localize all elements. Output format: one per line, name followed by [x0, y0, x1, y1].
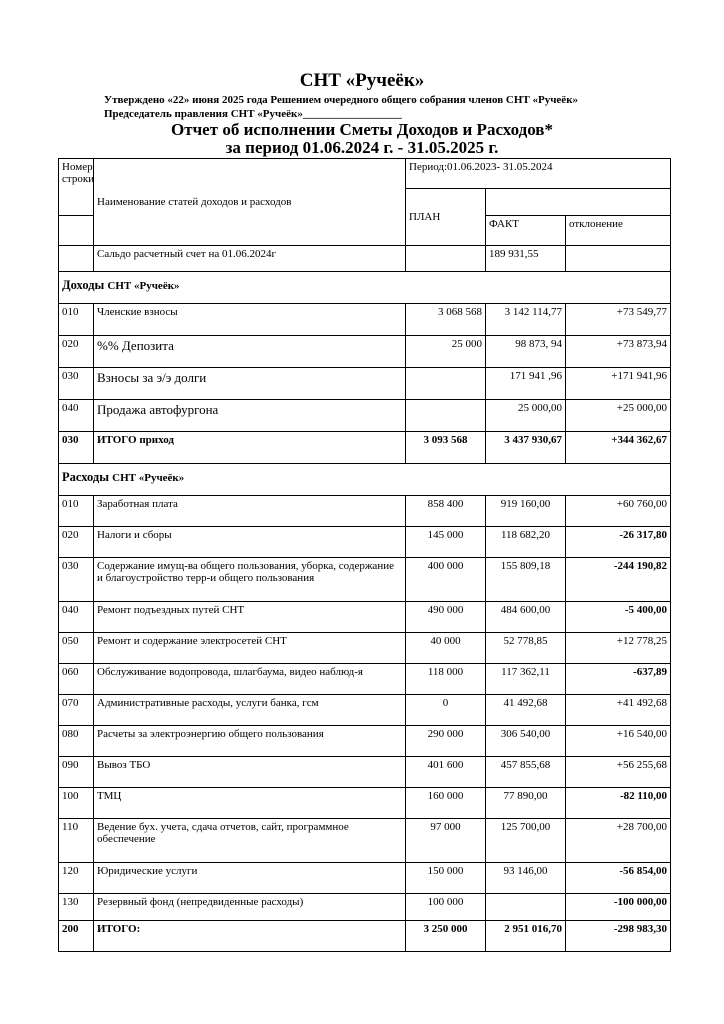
row-fact: 125 700,00	[486, 819, 566, 863]
expense-row	[59, 819, 671, 863]
income-row	[59, 336, 671, 368]
header-deviation: отклонение	[566, 216, 671, 246]
row-num: 070	[59, 695, 94, 726]
row-deviation: -56 854,00	[566, 863, 671, 894]
row-num: 090	[59, 757, 94, 788]
chairman-signature-line: Председатель правления СНТ «Ручеёк»__________________	[104, 108, 402, 120]
row-fact: 3 437 930,67	[486, 432, 566, 464]
income-section-row	[59, 272, 671, 304]
row-name: Взносы за э/э долги	[94, 368, 406, 400]
row-fact: 171 941 ,96	[486, 368, 566, 400]
row-fact: 41 492,68	[486, 695, 566, 726]
row-fact: 3 142 114,77	[486, 304, 566, 336]
row-num: 120	[59, 863, 94, 894]
header-num: Номер строки	[59, 159, 94, 216]
header-blank	[486, 189, 671, 216]
row-deviation: +60 760,00	[566, 496, 671, 527]
row-deviation: +41 492,68	[566, 695, 671, 726]
row-fact: 155 809,18	[486, 558, 566, 602]
row-deviation: +25 000,00	[566, 400, 671, 432]
expense-row	[59, 695, 671, 726]
saldo-num	[59, 246, 94, 272]
row-num: 030	[59, 368, 94, 400]
row-num: 200	[59, 921, 94, 952]
row-plan: 3 093 568	[406, 432, 486, 464]
saldo-row	[59, 246, 671, 272]
row-plan: 3 068 568	[406, 304, 486, 336]
row-plan	[406, 368, 486, 400]
row-deviation: +16 540,00	[566, 726, 671, 757]
row-plan: 118 000	[406, 664, 486, 695]
row-num: 030	[59, 558, 94, 602]
header-plan: ПЛАН	[406, 189, 486, 246]
row-fact: 25 000,00	[486, 400, 566, 432]
document-title: СНТ «Ручеёк»	[299, 70, 425, 91]
row-deviation: +12 778,25	[566, 633, 671, 664]
row-num: 060	[59, 664, 94, 695]
income-section-heading	[59, 272, 671, 304]
header-num-blank	[59, 216, 94, 246]
row-deviation: -82 110,00	[566, 788, 671, 819]
row-fact: 2 951 016,70	[486, 921, 566, 952]
row-plan: 858 400	[406, 496, 486, 527]
row-plan: 145 000	[406, 527, 486, 558]
row-plan: 160 000	[406, 788, 486, 819]
income-row	[59, 368, 671, 400]
row-plan: 100 000	[406, 894, 486, 921]
expense-row	[59, 894, 671, 921]
row-num: 110	[59, 819, 94, 863]
row-plan	[406, 400, 486, 432]
row-num: 020	[59, 336, 94, 368]
row-num: 010	[59, 496, 94, 527]
expense-row	[59, 664, 671, 695]
expense-row	[59, 602, 671, 633]
row-num: 080	[59, 726, 94, 757]
row-fact: 117 362,11	[486, 664, 566, 695]
row-plan: 40 000	[406, 633, 486, 664]
row-num: 010	[59, 304, 94, 336]
row-plan: 400 000	[406, 558, 486, 602]
expense-total-row	[59, 921, 671, 952]
row-deviation: -26 317,80	[566, 527, 671, 558]
row-plan: 0	[406, 695, 486, 726]
row-fact: 98 873, 94	[486, 336, 566, 368]
row-num: 020	[59, 527, 94, 558]
row-name: Продажа автофургона	[94, 400, 406, 432]
row-name: ТМЦ	[94, 788, 406, 819]
row-fact: 457 855,68	[486, 757, 566, 788]
row-fact: 77 890,00	[486, 788, 566, 819]
saldo-dev	[566, 246, 671, 272]
saldo-fact: 189 931,55	[486, 246, 566, 272]
report-title: Отчет об исполнении Сметы Доходов и Расходов*	[171, 120, 553, 139]
expense-section-row	[59, 464, 671, 496]
saldo-plan	[406, 246, 486, 272]
row-name: Заработная плата	[94, 496, 406, 527]
expense-row	[59, 726, 671, 757]
approval-line: Утверждено «22» июня 2025 года Решением очередного общего собрания членов СНТ «Ручеёк»	[104, 94, 579, 106]
row-deviation: +56 255,68	[566, 757, 671, 788]
row-deviation: +73 549,77	[566, 304, 671, 336]
expense-row	[59, 558, 671, 602]
expense-row	[59, 863, 671, 894]
expense-section-org: СНТ «Ручеёк»	[112, 472, 185, 484]
expense-section-title: Расходы	[62, 470, 110, 484]
row-plan: 97 000	[406, 819, 486, 863]
row-plan: 490 000	[406, 602, 486, 633]
row-deviation: -298 983,30	[566, 921, 671, 952]
row-name: Резервный фонд (непредвиденные расходы)	[94, 894, 406, 921]
row-fact: 52 778,85	[486, 633, 566, 664]
row-num: 030	[59, 432, 94, 464]
row-deviation: +28 700,00	[566, 819, 671, 863]
row-name: Ведение бух. учета, сдача отчетов, сайт, программное обеспечение	[94, 819, 406, 863]
income-row	[59, 304, 671, 336]
saldo-name: Сальдо расчетный счет на 01.06.2024г	[94, 246, 406, 272]
row-deviation: -100 000,00	[566, 894, 671, 921]
expense-section-heading	[59, 464, 671, 496]
row-deviation: +171 941,96	[566, 368, 671, 400]
row-deviation: +344 362,67	[566, 432, 671, 464]
row-deviation: -5 400,00	[566, 602, 671, 633]
row-name: Ремонт подъездных путей СНТ	[94, 602, 406, 633]
row-num: 040	[59, 602, 94, 633]
row-name: ИТОГО приход	[94, 432, 406, 464]
expense-row	[59, 496, 671, 527]
budget-table	[58, 158, 671, 952]
row-name: Налоги и сборы	[94, 527, 406, 558]
row-name: Членские взносы	[94, 304, 406, 336]
income-total-row	[59, 432, 671, 464]
expense-row	[59, 757, 671, 788]
row-name: Содержание имущ-ва общего пользования, уборка, содержание и благоустройство терр-и общего пользования	[94, 558, 406, 602]
row-num: 100	[59, 788, 94, 819]
income-section-title: Доходы	[62, 278, 105, 292]
header-period: Период:01.06.2023- 31.05.2024	[406, 159, 671, 189]
row-fact	[486, 894, 566, 921]
row-fact: 93 146,00	[486, 863, 566, 894]
header-fact: ФАКТ	[486, 216, 566, 246]
row-name: %% Депозита	[94, 336, 406, 368]
expense-row	[59, 633, 671, 664]
row-num: 050	[59, 633, 94, 664]
row-fact: 306 540,00	[486, 726, 566, 757]
row-deviation: -637,89	[566, 664, 671, 695]
row-plan: 401 600	[406, 757, 486, 788]
row-plan: 290 000	[406, 726, 486, 757]
row-deviation: +73 873,94	[566, 336, 671, 368]
row-fact: 919 160,00	[486, 496, 566, 527]
row-name: Юридические услуги	[94, 863, 406, 894]
row-plan: 3 250 000	[406, 921, 486, 952]
expense-row	[59, 527, 671, 558]
row-name: Обслуживание водопровода, шлагбаума, видео наблюд-я	[94, 664, 406, 695]
row-name: Административные расходы, услуги банка, гсм	[94, 695, 406, 726]
row-fact: 484 600,00	[486, 602, 566, 633]
report-period: за период 01.06.2024 г. - 31.05.2025 г.	[225, 138, 499, 157]
income-section-org: СНТ «Ручеёк»	[107, 280, 180, 292]
row-name: Вывоз ТБО	[94, 757, 406, 788]
row-num: 040	[59, 400, 94, 432]
row-name: Расчеты за электроэнергию общего пользования	[94, 726, 406, 757]
row-plan: 25 000	[406, 336, 486, 368]
row-deviation: -244 190,82	[566, 558, 671, 602]
row-fact: 118 682,20	[486, 527, 566, 558]
row-num: 130	[59, 894, 94, 921]
row-plan: 150 000	[406, 863, 486, 894]
row-name: ИТОГО:	[94, 921, 406, 952]
header-name: Наименование статей доходов и расходов	[94, 159, 406, 246]
income-row	[59, 400, 671, 432]
expense-row	[59, 788, 671, 819]
row-name: Ремонт и содержание электросетей СНТ	[94, 633, 406, 664]
